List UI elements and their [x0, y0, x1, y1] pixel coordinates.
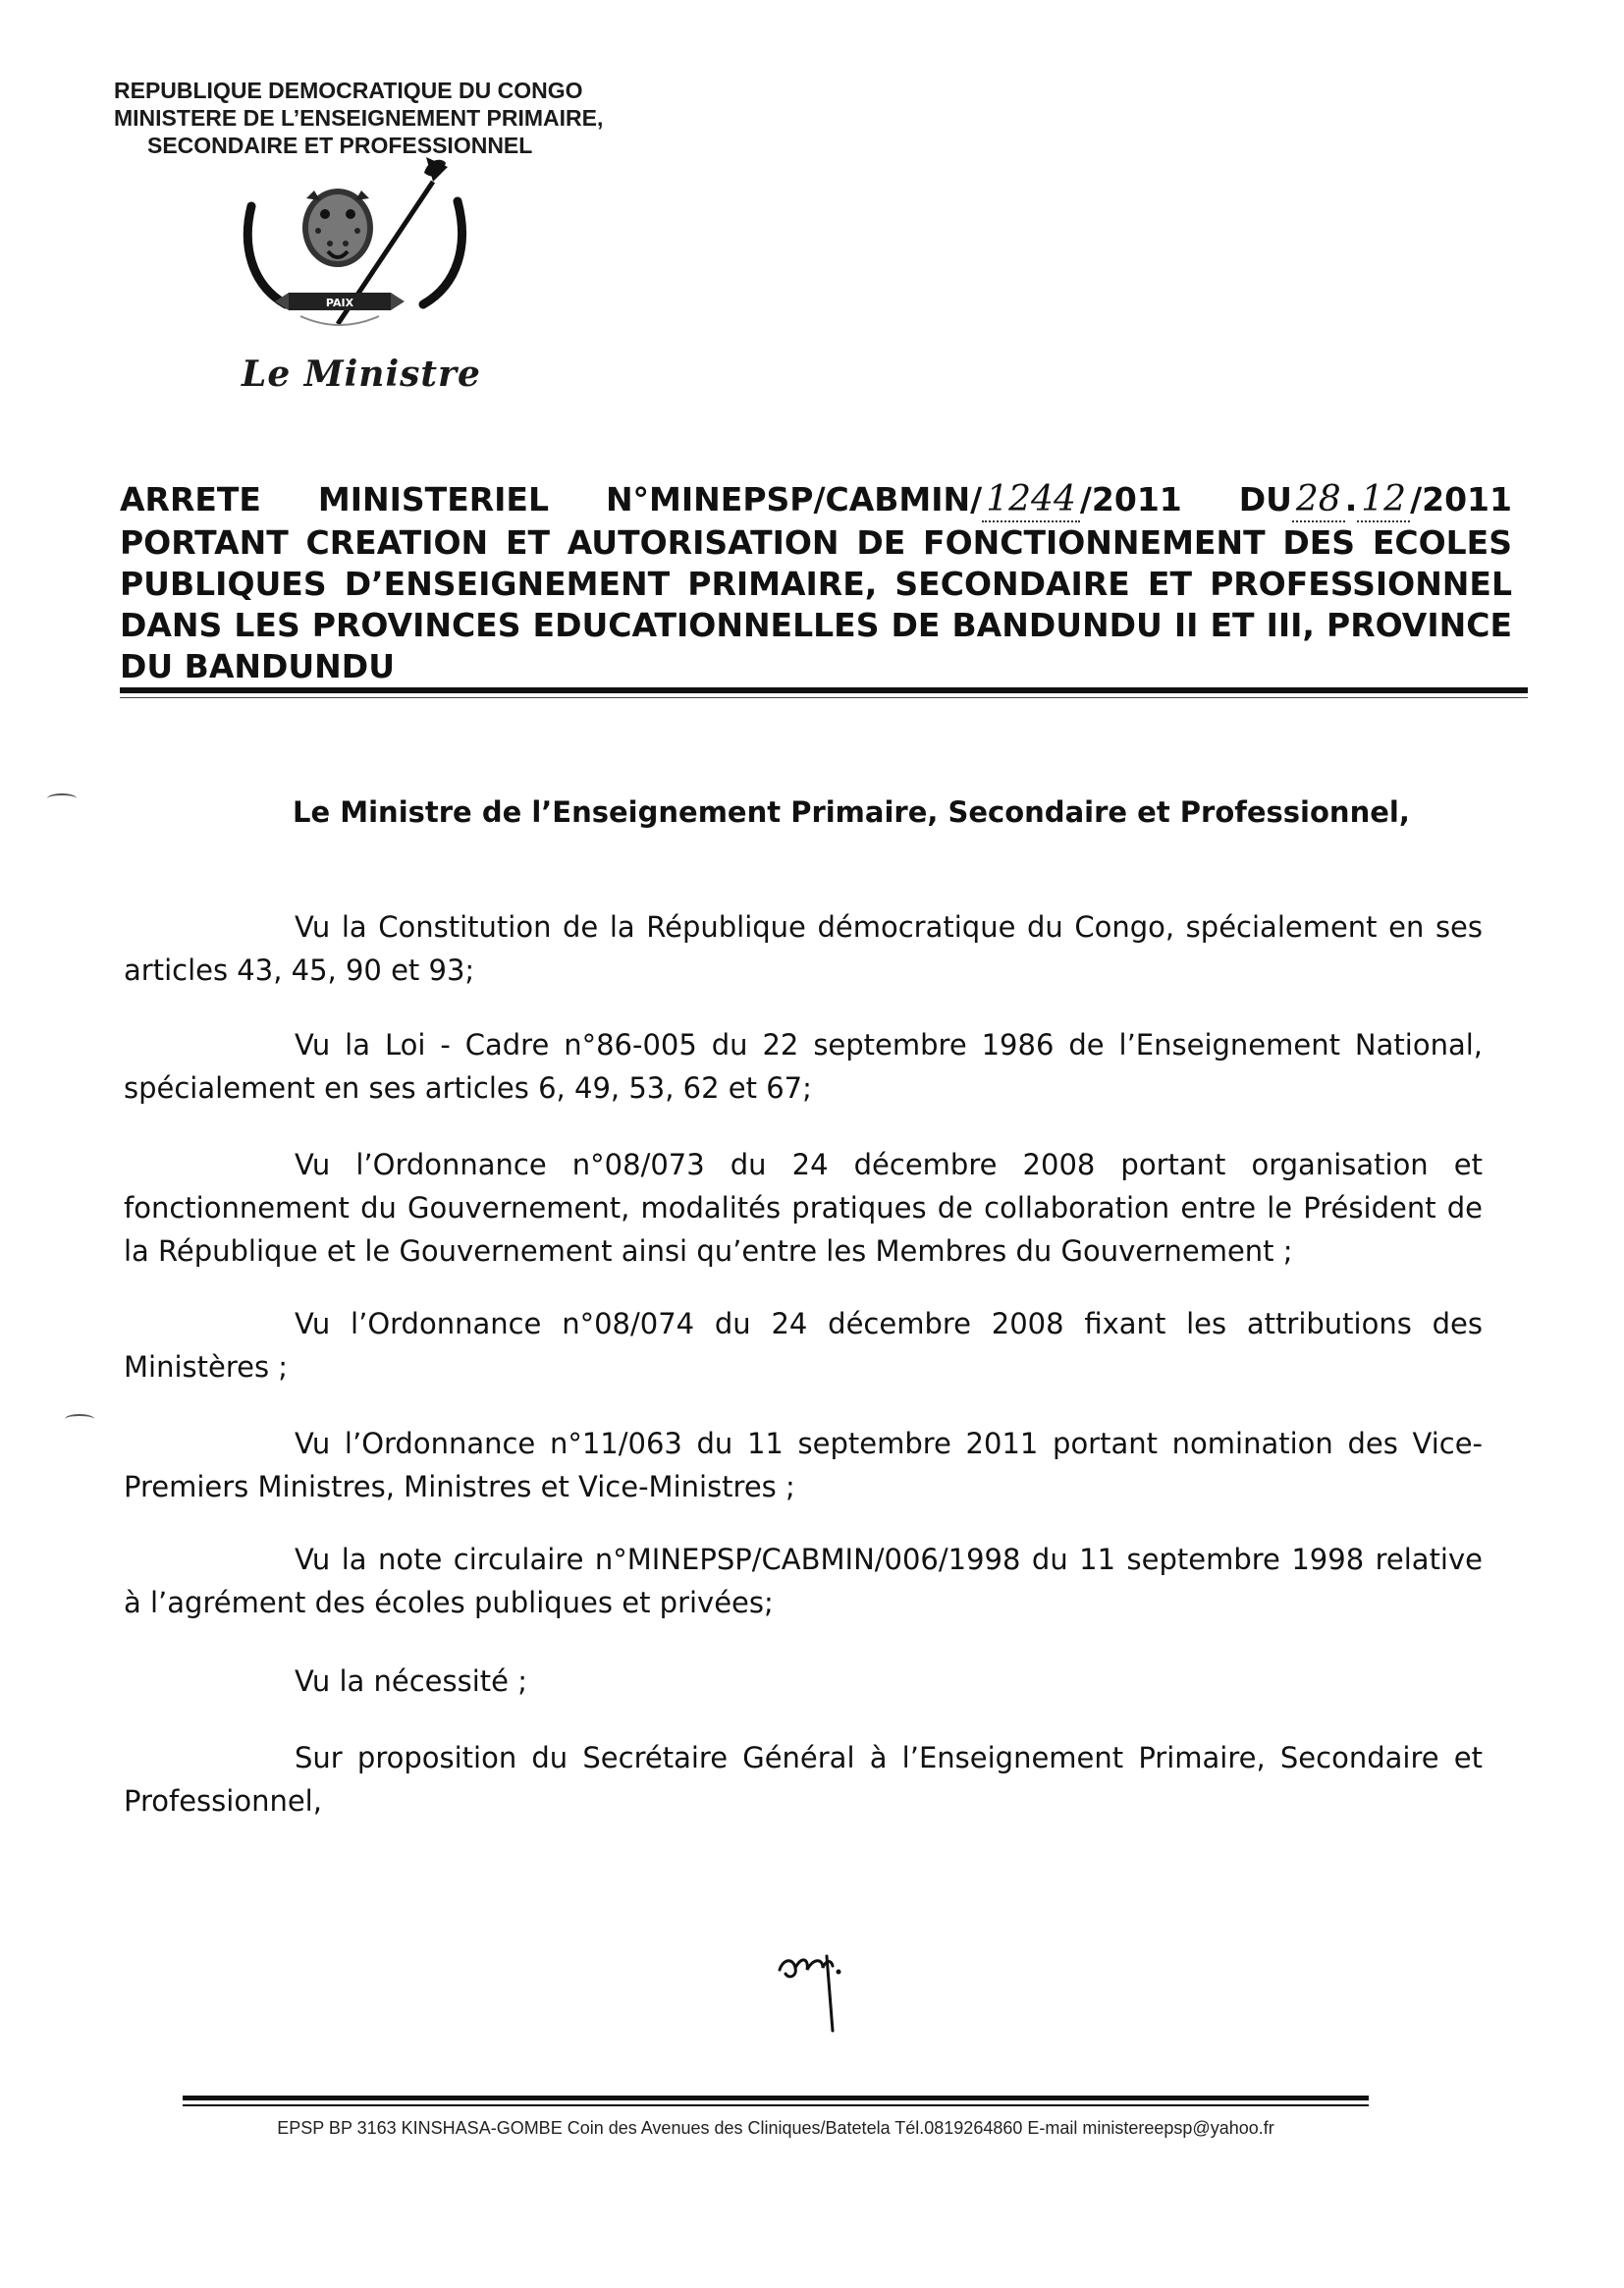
paragraph-necessite: Vu la nécessité ;	[295, 1664, 527, 1698]
margin-mark	[65, 1414, 94, 1424]
paragraph-ordonnance-08-074: Vu l’Ordonnance n°08/074 du 24 décembre 2008 fixant les attributions des Ministères ;	[124, 1307, 1483, 1384]
footer-address: EPSP BP 3163 KINSHASA-GOMBE Coin des Avenues des Cliniques/Batetela Tél.0819264860 E-mail ministereepsp@yahoo.fr	[277, 2118, 1274, 2138]
paragraph-note-circulaire: Vu la note circulaire n°MINEPSP/CABMIN/006/1998 du 11 septembre 1998 relative à l’agrément des écoles publiques et privées;	[124, 1543, 1483, 1619]
reference-year: /2011	[1079, 480, 1182, 518]
decree-reference	[606, 479, 1182, 522]
date-month: 12	[1357, 479, 1410, 522]
date-day: 28	[1292, 479, 1345, 522]
paragraph-ordonnance-08-073: Vu l’Ordonnance n°08/073 du 24 décembre 2008 portant organisation et fonctionnement du Gouvernement, modalités pratiques de collaboration entre le Président de la République et le Gouvernement ainsi qu’entre les Membres du Gouvernement ;	[124, 1148, 1483, 1268]
letterhead-ministry-cont: SECONDAIRE ET PROFESSIONNEL	[147, 133, 533, 158]
title-divider	[120, 687, 1528, 693]
title-word-arrete: ARRETE	[120, 480, 261, 518]
initials-signature-icon	[774, 1944, 852, 2033]
minister-label: Le Ministre	[242, 354, 481, 395]
reference-prefix: N°MINEPSP/CABMIN/	[605, 480, 983, 518]
paragraph-ordonnance-11-063: Vu l’Ordonnance n°11/063 du 11 septembre 2011 portant nomination des Vice-Premiers Ministres, Ministres et Vice-Ministres ;	[124, 1427, 1483, 1503]
decree-title-line1	[120, 479, 1512, 522]
decree-date	[1239, 479, 1512, 522]
footer-divider-thin	[183, 2104, 1369, 2106]
date-prefix: DU	[1238, 480, 1292, 518]
paragraph-constitution: Vu la Constitution de la République démocratique du Congo, spécialement en ses articles 43, 45, 90 et 93;	[124, 910, 1483, 987]
title-divider-thin	[120, 697, 1528, 698]
letterhead	[114, 77, 603, 159]
emblem-banner-text: PAIX	[325, 297, 354, 309]
paragraph-loi-cadre: Vu la Loi - Cadre n°86-005 du 22 septembre 1986 de l’Enseignement National, spécialement en ses articles 6, 49, 53, 62 et 67;	[124, 1028, 1483, 1105]
addressee-heading: Le Ministre de l’Enseignement Primaire, Secondaire et Professionnel,	[293, 795, 1410, 829]
reference-number: 1244	[982, 479, 1080, 522]
decree-title	[120, 479, 1512, 687]
letterhead-country: REPUBLIQUE DEMOCRATIQUE DU CONGO	[114, 78, 583, 103]
title-word-ministeriel: MINISTERIEL	[317, 480, 549, 518]
coat-of-arms-icon	[232, 157, 477, 354]
date-year: /2011	[1410, 480, 1512, 518]
letterhead-ministry: MINISTERE DE L’ENSEIGNEMENT PRIMAIRE,	[114, 105, 604, 131]
decree-title-rest: PORTANT CREATION ET AUTORISATION DE FONCTIONNEMENT DES ECOLES PUBLIQUES D’ENSEIGNEMENT PRIMAIRE, SECONDAIRE ET PROFESSIONNEL DANS LES PROVINCES EDUCATIONNELLES DE BANDUNDU II ET III, PROVINCE DU BANDUNDU	[120, 523, 1512, 685]
paragraph-proposition: Sur proposition du Secrétaire Général à l’Enseignement Primaire, Secondaire et Professionnel,	[124, 1741, 1483, 1818]
footer-divider	[183, 2096, 1369, 2100]
margin-mark	[47, 793, 77, 803]
date-separator: .	[1344, 480, 1358, 518]
